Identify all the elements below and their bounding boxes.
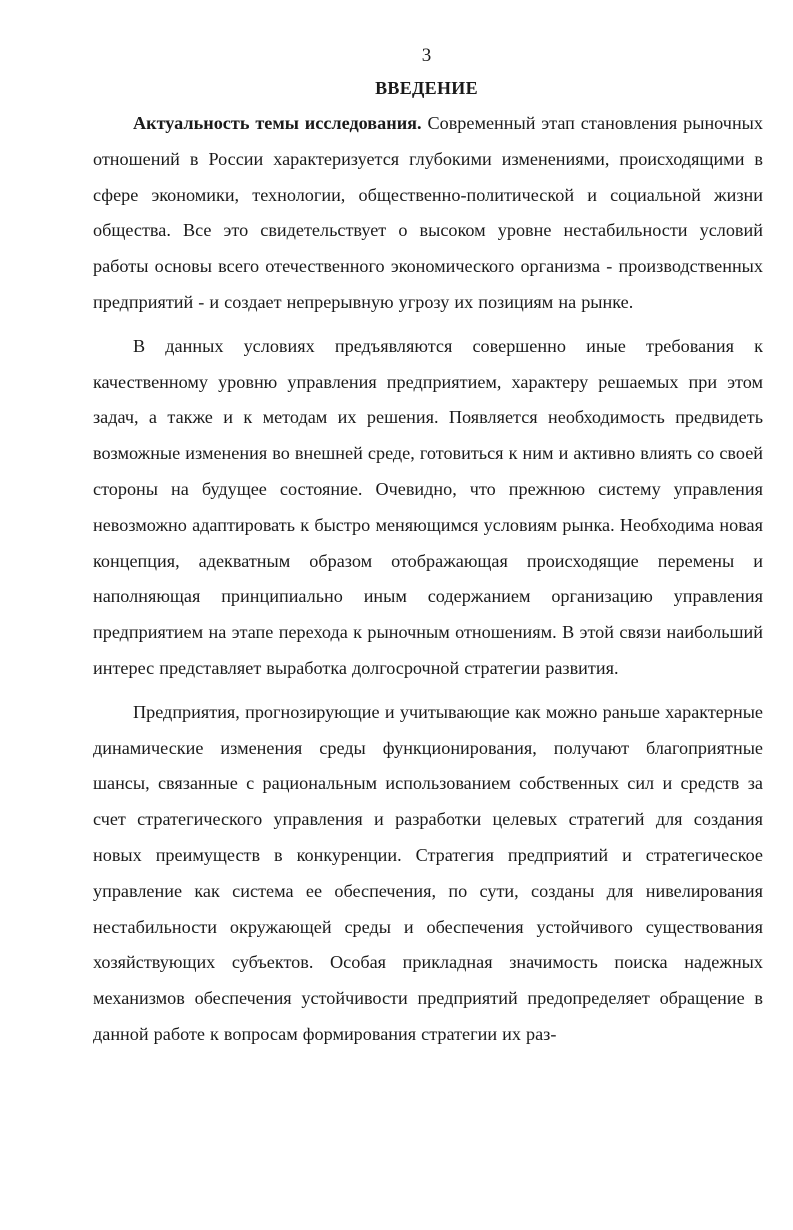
section-heading: ВВЕДЕНИЕ	[375, 78, 478, 98]
paragraph-1-text: Современный этап становления рыночных отношений в России характеризуется глубокими изменениями, происходящими в сфере экономики, технологии, общественно-политической и социальной жизни общества. Все это свидетельствует о высоком уровне нестабильности условий работы основы всего отечественного экономического организма - производственных предприятий - и создает непрерывную угрозу их позициям на рынке.	[93, 113, 763, 312]
paragraph-1	[93, 106, 763, 321]
paragraph-3: Предприятия, прогнозирующие и учитывающие как можно раньше характерные динамические изменения среды функционирования, получают благоприятные шансы, связанные с рациональным использованием собственных сил и средств за счет стратегического управления и разработки целевых стратегий для создания новых преимуществ в конкуренции. Стратегия предприятий и стратегическое управление как система ее обеспечения, по сути, созданы для нивелирования нестабильности окружающей среды и обеспечения устойчивого существования хозяйствующих субъектов. Особая прикладная значимость поиска надежных механизмов обеспечения устойчивости предприятий предопределяет обращение в данной работе к вопросам формирования стратегии их раз-	[93, 701, 763, 1044]
paragraph-1-lead: Актуальность темы исследования.	[133, 113, 422, 133]
body-text	[93, 106, 763, 1057]
paragraph-2: В данных условиях предъявляются совершенно иные требования к качественному уровню управления предприятием, характеру решаемых при этом задач, а также и к методам их решения. Появляется необходимость предвидеть возможные изменения во внешней среде, готовиться к ним и активно влиять со своей стороны на будущее состояние. Очевидно, что прежнюю систему управления невозможно адаптировать к быстро меняющимся условиям рынка. Необходима новая концепция, адекватным образом отображающая происходящие перемены и наполняющая принципиально иным содержанием организацию управления предприятием на этапе перехода к рыночным отношениям. В этой связи наибольший интерес представляет выработка долгосрочной стратегии развития.	[93, 335, 763, 678]
page-number: 3	[421, 45, 432, 66]
